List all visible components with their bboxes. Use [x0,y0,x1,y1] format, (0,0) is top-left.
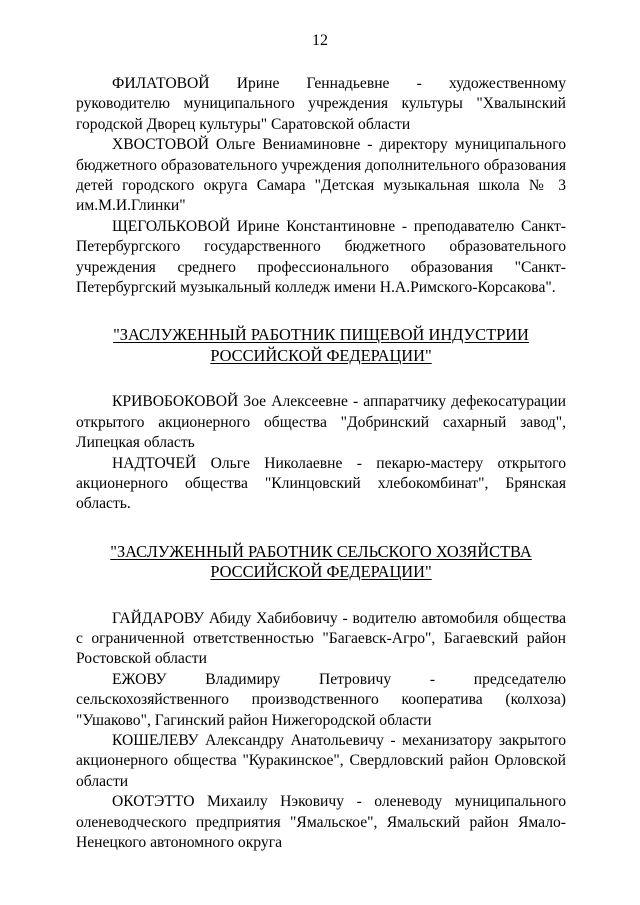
award-entry: ЩЕГОЛЬКОВОЙ Ирине Константиновне - преподавателю Санкт-Петербургского государственного бюджетного образовательного учреждения среднего профессионального образования "Санкт-Петербургский музыкальный колледж имени Н.А.Римского-Корсакова". [76,217,566,297]
section-heading-line: РОССИЙСКОЙ ФЕДЕРАЦИИ" [210,562,432,582]
award-entry: ЕЖОВУ Владимиру Петровичу - председателю сельскохозяйственного производственного кооператива (колхоза) "Ушаково", Гагинский район Нижегородской области [76,670,566,729]
award-entry: ФИЛАТОВОЙ Ирине Геннадьевне - художественному руководителю муниципального учреждения культуры "Хвалынский городской Дворец культуры" Саратовской области [76,75,566,133]
section-heading [76,542,566,583]
page-number: 12 [312,32,328,49]
award-section-food-industry [76,325,566,514]
award-section-agriculture [76,542,566,854]
award-entry: ГАЙДАРОВУ Абиду Хабибовичу - водителю автомобиля общества с ограниченной ответственностью "Багаевск-Агро", Багаевский район Ростовской области [76,609,566,668]
award-list [76,392,566,514]
section-heading-line: РОССИЙСКОЙ ФЕДЕРАЦИИ" [210,345,432,365]
section-heading-line: "ЗАСЛУЖЕННЫЙ РАБОТНИК ПИЩЕВОЙ ИНДУСТРИИ [113,325,529,345]
award-entry: КРИВОБОКОВОЙ Зое Алексеевне - аппаратчику дефекосатурации открытого акционерного общества "Добринский сахарный завод", Липецкая область [76,393,566,452]
section-heading-line: "ЗАСЛУЖЕННЫЙ РАБОТНИК СЕЛЬСКОГО ХОЗЯЙСТВА [110,541,532,561]
award-entry: ОКОТЭТТО Михаилу Нэковичу - оленеводу муниципального оленеводческого предприятия "Ямальское", Ямальский район Ямало-Ненецкого автономного округа [76,793,566,851]
award-list-culture [76,74,566,298]
section-heading [76,325,566,366]
document-body [76,74,566,853]
award-entry: КОШЕЛЕВУ Александру Анатольевичу - механизатору закрытого акционерного общества "Куракинское", Свердловский район Орловской области [76,731,566,790]
award-entry: НАДТОЧЕЙ Ольге Николаевне - пекарю-мастеру открытого акционерного общества "Клинцовский хлебокомбинат", Брянская область. [76,454,566,513]
award-entry: ХВОСТОВОЙ Ольге Вениаминовне - директору муниципального бюджетного образовательного учреждения дополнительного образования детей городского округа Самара "Детская музыкальная школа № 3 им.М.И.Глинки" [76,136,566,215]
award-list [76,609,566,854]
